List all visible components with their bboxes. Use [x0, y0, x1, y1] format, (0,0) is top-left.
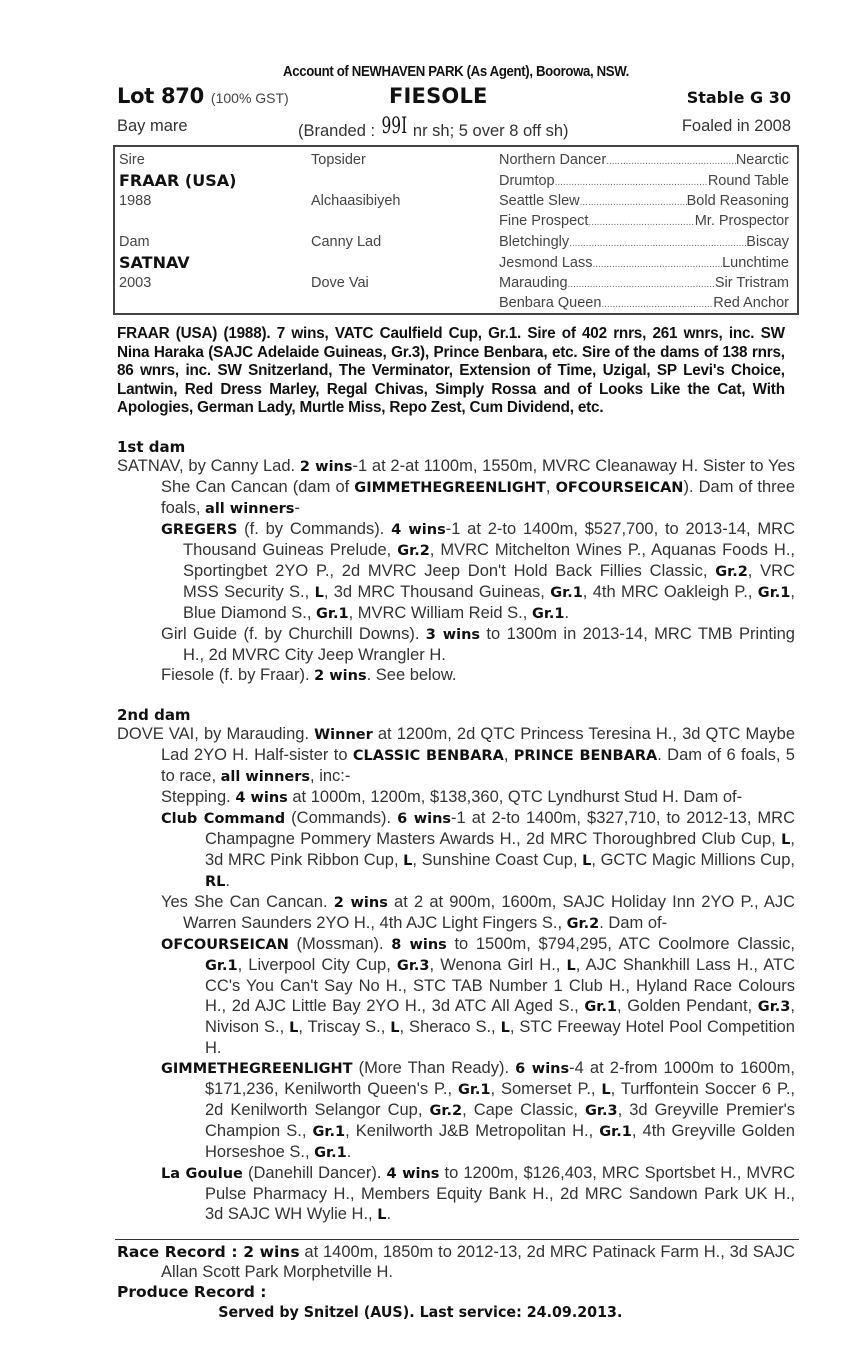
progeny-gregers: GREGERS (f. by Commands). 4 wins-1 at 2-to 1400m, $527,700, to 2013-14, MRC Thousand Guineas Prelude, Gr.2, MVRC Mitchelton Wines P., Aquanas Foods H., Sportingbet 2YO P., 2d MVRC Jeep Don't Hold Back Fillies Classic, Gr.2, VRC MSS Security S., L, 3d MRC Thousand Guineas, Gr.1, 4th MRC Oakleigh P., Gr.1, Blue Diamond S., Gr.1, MVRC William Reid S., Gr.1.: [161, 519, 795, 622]
lot-number: [117, 84, 289, 108]
second-dam-heading: 2nd dam: [117, 705, 191, 724]
first-dam-heading: 1st dam: [117, 437, 186, 456]
progeny-fiesole: Fiesole (f. by Fraar). 2 wins. See below.: [161, 665, 457, 684]
brand-description: [298, 114, 569, 142]
ped-gen4-row: Fine Prospect ..... Mr. Prospector: [499, 213, 789, 229]
service-note: Served by Snitzel (AUS). Last service: 24.09.2013.: [218, 1302, 623, 1321]
race-record: [117, 1242, 795, 1282]
sire-dam: Alchaasibiyeh: [311, 193, 401, 209]
race-record-text: at 1400m, 1850m to 2012-13, 2d MRC Patinack Farm H., 3d SAJC Allan Scott Park Morphetville H.: [161, 1242, 795, 1281]
ped-gen4-row: Benbara Queen ..... Red Anchor: [499, 295, 789, 311]
progeny-yes-she-can-cancan: Yes She Can Cancan. 2 wins at 2 at 900m, 1600m, SAJC Holiday Inn 2YO P., AJC Warren Saunders 2YO H., 4th AJC Light Fingers S., Gr.2. Dam of-: [161, 892, 795, 932]
vendor-account: Account of NEWHAVEN PARK (As Agent), Boorowa, NSW.: [283, 63, 629, 80]
ped-gen4-row: Marauding ..... Sir Tristram: [499, 275, 789, 291]
lot-header: [117, 84, 795, 112]
race-record-label: Race Record : 2 wins: [117, 1242, 300, 1261]
sire-sire: Topsider: [311, 152, 366, 168]
ped-gen4-row: Jesmond Lass ..... Lunchtime: [499, 255, 789, 271]
horse-name: FIESOLE: [389, 84, 488, 108]
foaled-year: Foaled in 2008: [681, 117, 791, 135]
brand-mark: 99I: [381, 114, 407, 139]
dam-label: Dam: [119, 234, 150, 250]
catalogue-page: [117, 62, 795, 1322]
gst-note: (100% GST): [210, 90, 289, 106]
ped-gen4-row: Northern Dancer ..... Nearctic: [499, 152, 789, 168]
sire-name: FRAAR (USA): [119, 171, 237, 190]
brand-prefix: (Branded :: [298, 122, 376, 140]
progeny-gimmethegreenlight: GIMMETHEGREENLIGHT (More Than Ready). 6 wins-4 at 2-from 1000m to 1600m, $171,236, Kenilworth Queen's P., Gr.1, Somerset P., L, Turffontein Soccer 6 P., 2d Kenilworth Selangor Cup, Gr.2, Cape Classic, Gr.3, 3d Greyville Premier's Champion S., Gr.1, Kenilworth J&B Metropolitan H., Gr.1, 4th Greyville Golden Horseshoe S., Gr.1.: [161, 1058, 795, 1161]
first-dam-intro: SATNAV, by Canny Lad. 2 wins-1 at 2-at 1100m, 1550m, MVRC Cleanaway H. Sister to Yes She Can Cancan (dam of GIMMETHEGREENLIGHT, OFCOURSEICAN). Dam of three foals, all winners-: [117, 456, 796, 517]
produce-record-label: Produce Record :: [117, 1282, 267, 1301]
sire-year: 1988: [119, 193, 152, 209]
progeny-la-goulue: La Goulue (Danehill Dancer). 4 wins to 1200m, $126,403, MRC Sportsbet H., MVRC Pulse Pharmacy H., Members Equity Bank H., 2d MRC Sandown Park UK H., 3d SAJC WH Wylie H., L.: [161, 1163, 796, 1223]
progeny-ofcourseican: OFCOURSEICAN (Mossman). 8 wins to 1500m, $794,295, ATC Coolmore Classic, Gr.1, Liverpool City Cup, Gr.3, Wenona Girl H., L, AJC Shankhill Lass H., ATC CC's You Can't Say No H., STC TAB Number 1 Club H., Hyland Race Colours H., 2d AJC Little Bay 2YO H., 3d ATC All Aged S., Gr.1, Golden Pendant, Gr.3, Nivison S., L, Triscay S., L, Sheraco S., L, STC Freeway Hotel Pool Competition H.: [161, 934, 796, 1057]
horse-details: [117, 112, 795, 142]
lot-label: Lot 870: [117, 84, 204, 108]
section-divider: [115, 1239, 799, 1240]
pedigree-table: [113, 145, 799, 315]
progeny-stepping: Stepping. 4 wins at 1000m, 1200m, $138,360, QTC Lyndhurst Stud H. Dam of-: [161, 787, 743, 806]
second-dam-intro: DOVE VAI, by Marauding. Winner at 1200m, 2d QTC Princess Teresina H., 3d QTC Maybe Lad 2YO H. Half-sister to CLASSIC BENBARA, PRINCE BENBARA. Dam of 6 foals, 5 to race, all winners, inc:-: [117, 724, 796, 785]
dam-dam: Dove Vai: [311, 275, 369, 291]
ped-gen4-row: Drumtop ..... Round Table: [499, 173, 789, 189]
stable-location: Stable G 30: [686, 88, 791, 107]
progeny-girl-guide: Girl Guide (f. by Churchill Downs). 3 wins to 1300m in 2013-14, MRC TMB Printing H., 2d MVRC City Jeep Wrangler H.: [161, 624, 795, 664]
sire-label: Sire: [119, 152, 145, 168]
dam-sire: Canny Lad: [311, 234, 382, 250]
ped-gen4-row: Bletchingly ..... Biscay: [499, 234, 789, 250]
dam-name: SATNAV: [119, 253, 190, 272]
progeny-club-command: Club Command (Commands). 6 wins-1 at 2-to 1400m, $327,710, to 2012-13, MRC Champagne Pommery Masters Awards H., 2d MRC Thoroughbred Club Cup, L, 3d MRC Pink Ribbon Cup, L, Sunshine Coast Cup, L, GCTC Magic Millions Cup, RL.: [161, 808, 796, 890]
brand-suffix: nr sh; 5 over 8 off sh): [412, 122, 569, 140]
sex-color: Bay mare: [117, 117, 188, 135]
dam-year: 2003: [119, 275, 152, 291]
sire-summary: FRAAR (USA) (1988). 7 wins, VATC Caulfield Cup, Gr.1. Sire of 402 rnrs, 261 wnrs, inc. SW Nina Haraka (SAJC Adelaide Guineas, Gr.3), Prince Benbara, etc. Sire of the dams of 138 rnrs, 86 wnrs, inc. SW Snitzerland, The Verminator, Extension of Time, Uzigal, SP Levi's Choice, Lantwin, Red Dress Marley, Regal Chivas, Simply Rossa and of Looks Like the Cat, With Apologies, German Lady, Murtle Miss, Repo Zest, Cum Dividend, etc.: [117, 325, 785, 416]
ped-gen4-row: Seattle Slew ..... Bold Reasoning: [499, 193, 789, 209]
